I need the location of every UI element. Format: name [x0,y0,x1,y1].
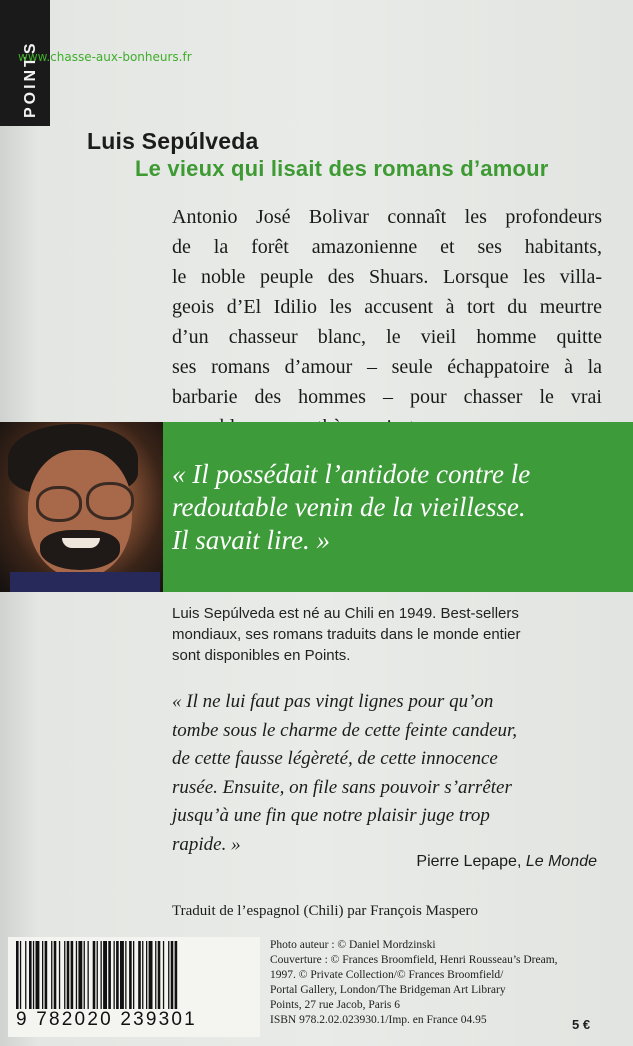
credit-line: 1997. © Private Collection/© Frances Broomfield/ [270,969,504,981]
pull-quote [172,458,612,557]
credit-line: Couverture : © Frances Broomfield, Henri Rousseau’s Dream, [270,954,558,966]
review-line: de cette fausse légèreté, de cette innocence [172,748,498,769]
quote-line: Il savait lire. » [172,525,330,555]
bio-line: mondiaux, ses romans traduits dans le monde entier [172,626,521,643]
barcode-bars [14,941,254,1011]
summary-line: d’un chasseur blanc, le vieil homme quitte [172,326,602,348]
author-photo [0,422,163,592]
press-review [172,688,612,859]
summary-line: de la forêt amazonienne et ses habitants, [172,236,602,258]
critic-name: Pierre Lepape, [416,853,526,870]
summary-line: Antonio José Bolivar connaît les profondeurs [172,206,602,228]
book-title: Le vieux qui lisait des romans d’amour [135,156,549,181]
credit-line: Photo auteur : © Daniel Mordzinski [270,939,436,951]
review-line: tombe sous le charme de cette feinte candeur, [172,719,518,741]
author-bio [172,603,602,666]
author-name: Luis Sepúlveda [87,128,259,154]
barcode-number: 9 782020 239301 [16,1009,197,1030]
bio-line: sont disponibles en Points. [172,647,351,664]
translation-credit: Traduit de l’espagnol (Chili) par François Maspero [172,903,479,919]
bio-line: Luis Sepúlveda est né au Chili en 1949. Best-sellers [172,605,519,622]
quote-band [0,422,633,592]
watermark-url: www.chasse-aux-bonheurs.fr [18,50,192,64]
summary-line: geois d’El Idilio les accusent à tort du meurtre [172,296,602,318]
summary-text [172,202,602,442]
publisher-logo: POINTS [22,40,39,118]
review-line: jusqu’à une fin que notre plaisir juge trop [172,805,490,826]
summary-line: le noble peuple des Shuars. Lorsque les villa- [172,266,602,288]
credit-line: ISBN 978.2.02.023930.1/Imp. en France 04.95 [270,1014,487,1026]
review-line: rapide. » [172,833,241,855]
publication-name: Le Monde [525,853,597,870]
review-source [416,853,597,871]
quote-line: « Il possédait l’antidote contre le [172,459,531,489]
price: 5 € [572,1017,591,1032]
quote-line: redoutable venin de la vieillesse. [172,492,526,522]
credits [270,938,615,1028]
credit-line: Points, 27 rue Jacob, Paris 6 [270,999,401,1011]
barcode [8,937,260,1037]
review-line: « Il ne lui faut pas vingt lignes pour qu’on [172,691,494,712]
credit-line: Portal Gallery, London/The Bridgeman Art Library [270,984,506,996]
review-line: rusée. Ensuite, on file sans pouvoir s’arrêter [172,776,512,798]
summary-line: ses romans d’amour – seule échappatoire à la [172,356,602,378]
summary-line: barbarie des hommes – pour chasser le vrai [172,386,602,408]
